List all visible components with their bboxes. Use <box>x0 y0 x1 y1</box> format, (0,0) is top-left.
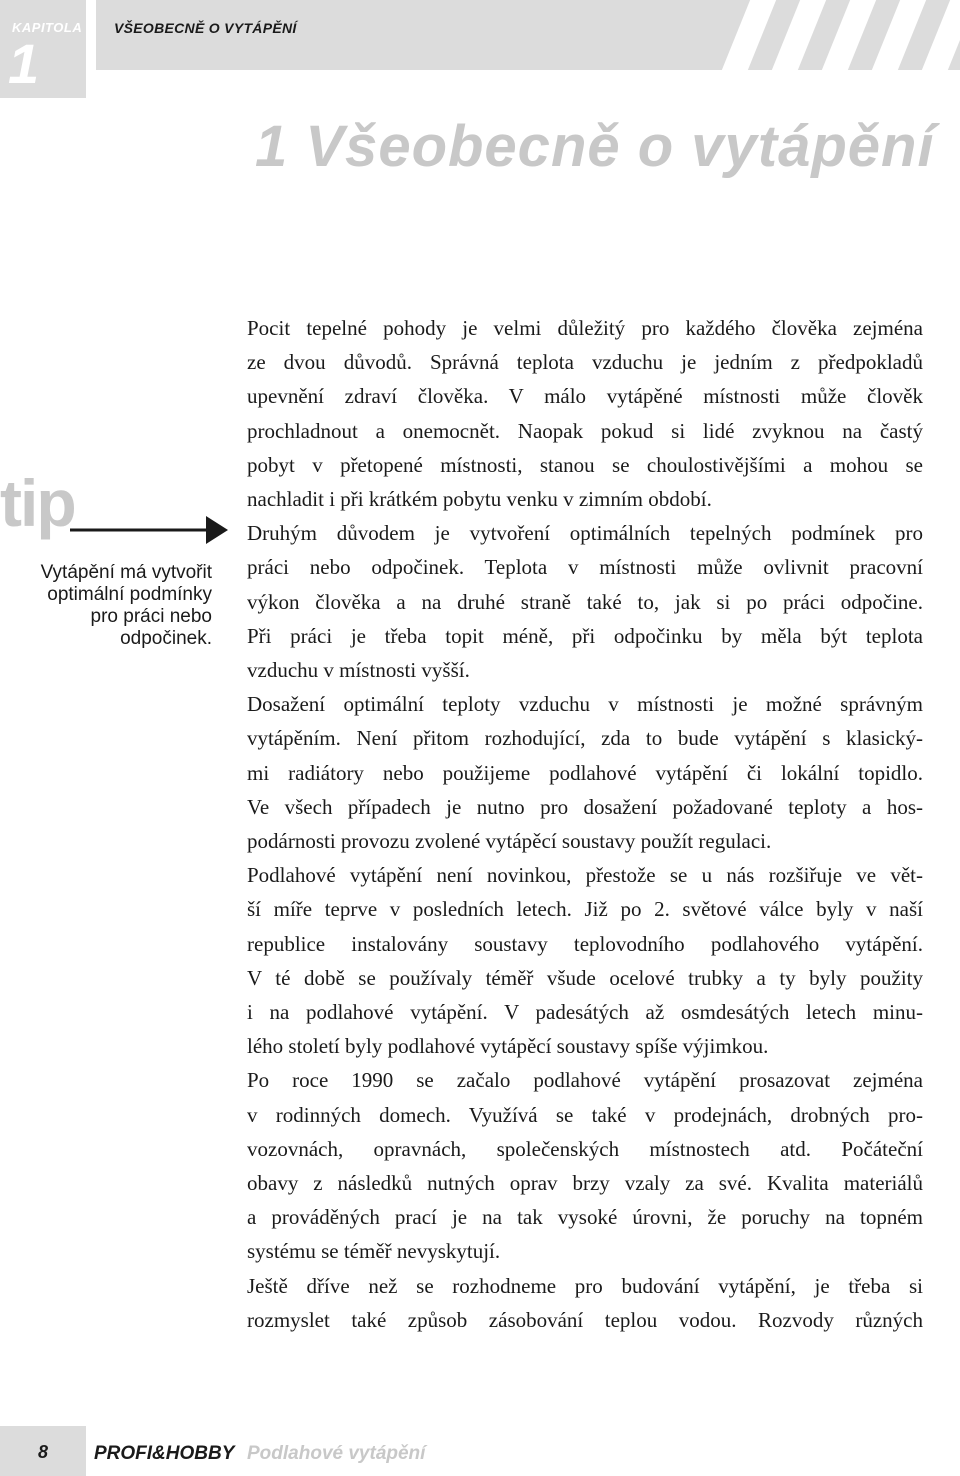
running-title: VŠEOBECNĚ O VYTÁPĚNÍ <box>114 20 297 36</box>
body-line: Ve všech případech je nutno pro dosažení požadované teploty a hos- <box>247 794 923 819</box>
body-line: systému se téměř nevyskytují. <box>247 1239 501 1264</box>
tip-line: odpočinek. <box>120 628 212 649</box>
body-line: prochladnout a onemocnět. Naopak pokud si lidé zvyknou na častý <box>247 418 923 443</box>
header-stripe <box>718 0 780 70</box>
chapter-number: 1 <box>8 32 40 95</box>
tip-arrow-icon <box>70 510 230 550</box>
header-stripe <box>918 0 960 70</box>
body-line: ší míře teprve v posledních letech. Již po 2. světové válce byly v naší <box>247 897 923 922</box>
body-line: vzduchu v místnosti vyšší. <box>247 658 470 683</box>
body-line: Ještě dříve než se rozhodneme pro budování vytápění, je třeba si <box>247 1273 923 1298</box>
body-line: rozmyslet také způsob zásobování teplou vodou. Rozvody různých <box>247 1307 923 1332</box>
body-line: Po roce 1990 se začalo podlahové vytápění prosazovat zejména <box>247 1068 923 1093</box>
body-line: ze dvou důvodů. Správná teplota vzduchu je jedním z předpokladů <box>247 350 923 375</box>
body-line: i na podlahové vytápění. V padesátých až osmdesátých letech minu- <box>247 1000 923 1025</box>
body-line: práci nebo odpočinek. Teplota v místnosti může ovlivnit pracovní <box>247 555 923 580</box>
page-title: 1 Všeobecně o vytápění <box>255 114 935 179</box>
body-line: a prováděných prací je na tak vysoké úrovni, že poruchy na topném <box>247 1205 923 1230</box>
tip-line: pro práci nebo <box>90 606 212 627</box>
tip-line: optimální podmínky <box>47 584 212 605</box>
body-line: Dosažení optimální teploty vzduchu v místnosti je možné správným <box>247 692 923 717</box>
body-line: nachladit i při krátkém pobytu venku v zimním období. <box>247 487 712 512</box>
chapter-box <box>0 0 86 98</box>
book-title: Podlahové vytápění <box>247 1443 426 1464</box>
body-line: pobyt v přetopené místnosti, stanou se choulostivějšími a mohou se <box>247 452 923 477</box>
body-line: V té době se používaly téměř všude ocelové trubky a ty byly použity <box>247 965 923 990</box>
body-line: Druhým důvodem je vytvoření optimálních tepelných podmínek pro <box>247 521 923 546</box>
tip-heading: tip <box>0 466 75 540</box>
body-line: obavy z následků nutných oprav brzy vzaly za své. Kvalita materiálů <box>247 1171 923 1196</box>
tip-line: Vytápění má vytvořit <box>40 562 212 583</box>
body-line: republice instalovány soustavy teplovodního podlahového vytápění. <box>247 931 923 956</box>
chapter-label: KAPITOLA <box>12 20 83 35</box>
body-line: vozovnách, opravnách, společenských místnostech atd. Počáteční <box>247 1136 923 1161</box>
body-line: upevnění zdraví člověka. V málo vytápěné místnosti může člověk <box>247 384 923 409</box>
body-line: vytápěním. Není přitom rozhodující, zda to bude vytápění s klasický- <box>247 726 923 751</box>
tip-text <box>10 562 212 650</box>
header-stripe <box>768 0 830 70</box>
body-line: Při práci je třeba topit méně, při odpočinku by měla být teplota <box>247 623 923 648</box>
body-text <box>247 311 923 1337</box>
body-line: v rodinných domech. Využívá se také v prodejnách, drobných pro- <box>247 1102 923 1127</box>
header-stripe <box>868 0 930 70</box>
body-line: lého století byly podlahové vytápěcí soustavy spíše výjimkou. <box>247 1034 769 1059</box>
body-line: Pocit tepelné pohody je velmi důležitý pro každého člověka zejména <box>247 316 923 340</box>
brand-logo: PROFI&HOBBY <box>94 1443 235 1464</box>
header-stripe <box>818 0 880 70</box>
running-header <box>96 0 960 70</box>
body-line: Podlahové vytápění není novinkou, přestože se u nás rozšiřuje ve vět- <box>247 863 923 888</box>
body-line: mi radiátory nebo použijeme podlahové vytápění či lokální topidlo. <box>247 760 923 785</box>
body-line: podárnosti provozu zvolené vytápěcí soustavy použít regulaci. <box>247 829 772 854</box>
page-number: 8 <box>38 1442 49 1462</box>
body-line: výkon člověka a na druhé straně také to, jak si po práci odpočine. <box>247 589 923 614</box>
